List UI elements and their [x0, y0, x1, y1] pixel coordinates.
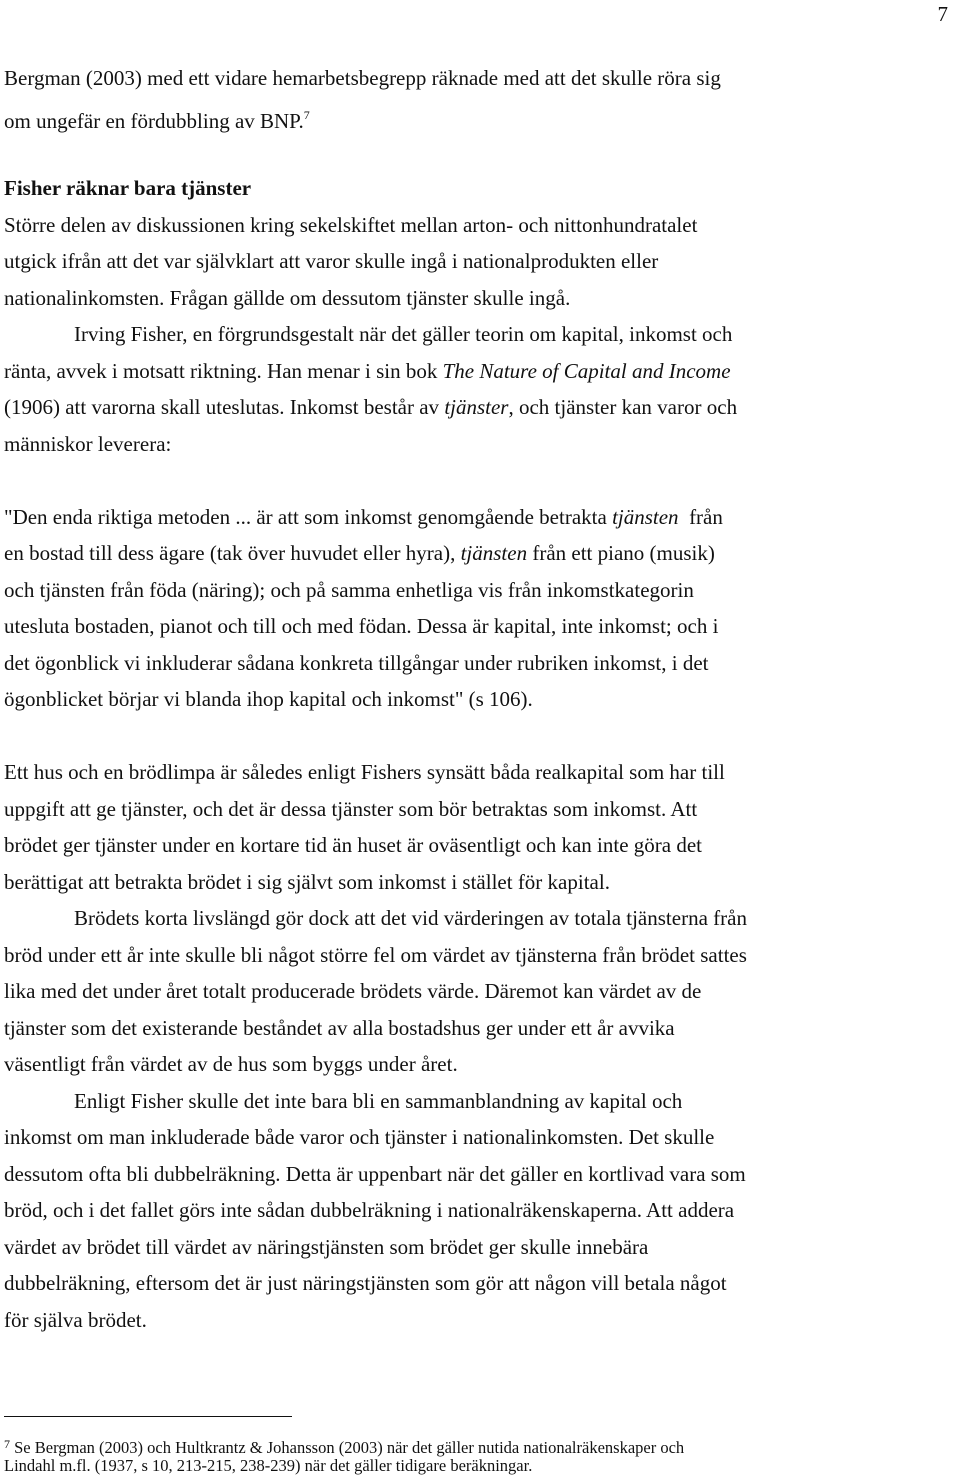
quote-line: ögonblicket börjar vi blanda ihop kapital och inkomst" (s 106).	[4, 687, 533, 711]
section-heading: Fisher räknar bara tjänster	[4, 176, 252, 200]
paragraph-line: för själva brödet.	[4, 1308, 147, 1332]
footnote-marker: 7	[4, 1437, 10, 1451]
paragraph-line: Irving Fisher, en förgrundsgestalt när det gäller teorin om kapital, inkomst och	[74, 322, 733, 346]
quote-line: det ögonblick vi inkluderar sådana konkreta tillgångar under rubriken inkomst, i det	[4, 651, 709, 675]
paragraph-line: tjänster som det existerande beståndet av alla bostadshus ger under ett år avvika	[4, 1016, 675, 1040]
paragraph-line: Enligt Fisher skulle det inte bara bli en sammanblandning av kapital och	[74, 1089, 683, 1113]
paragraph-line: utgick ifrån att det var självklart att varor skulle ingå i nationalprodukten eller	[4, 249, 659, 273]
footnote-line: $^7$ Se Bergman (2003) och Hultkrantz & Johansson (2003) när det gäller nutida nationalräkenskaper och	[4, 1437, 685, 1457]
paragraph-line: Ett hus och en brödlimpa är således enligt Fishers synsätt båda realkapital som har till	[4, 760, 725, 784]
paragraph-line: Bergman (2003) med ett vidare hemarbetsbegrepp räknade med att det skulle röra sig	[4, 66, 721, 90]
paragraph-line: (1906) att varorna skall uteslutas. Inkomst består av tjänster, och tjänster kan varor och	[4, 395, 738, 419]
paragraph-line: lika med det under året totalt producerade brödets värde. Däremot kan värdet av de	[4, 979, 702, 1003]
paragraph-line: ränta, avvek i motsatt riktning. Han menar i sin bok The Nature of Capital and Income	[4, 359, 731, 383]
paragraph-line: Brödets korta livslängd gör dock att det vid värderingen av totala tjänsterna från	[74, 906, 747, 930]
quote-line: och tjänsten från föda (näring); och på samma enhetliga vis från inkomstkategorin	[4, 578, 694, 602]
quote-line: en bostad till dess ägare (tak över huvudet eller hyra), tjänsten från ett piano (musik)	[4, 541, 715, 565]
footnote-divider	[4, 1416, 292, 1417]
paragraph-line: dubbelräkning, eftersom det är just näringstjänsten som gör att någon vill betala något	[4, 1271, 727, 1295]
paragraph-line: dessutom ofta bli dubbelräkning. Detta är uppenbart när det gäller en kortlivad vara som	[4, 1162, 746, 1186]
paragraph-line: uppgift att ge tjänster, och det är dessa tjänster som bör betraktas som inkomst. Att	[4, 797, 698, 821]
paragraph-line: människor leverera:	[4, 432, 172, 456]
paragraph-line: om ungefär en fördubbling av BNP.$^7$	[4, 108, 310, 133]
book-title: The Nature of Capital and Income	[442, 359, 731, 383]
paragraph-line: nationalinkomsten. Frågan gällde om dessutom tjänster skulle ingå.	[4, 286, 571, 310]
paragraph-line: bröd under ett år inte skulle bli något större fel om värdet av tjänsterna från brödet sattes	[4, 943, 747, 967]
quote-line: utesluta bostaden, pianot och till och med födan. Dessa är kapital, inte inkomst; och i	[4, 614, 719, 638]
page-number: 7	[937, 2, 948, 26]
paragraph-line: berättigat att betrakta brödet i sig självt som inkomst i stället för kapital.	[4, 870, 610, 894]
paragraph-line: Större delen av diskussionen kring sekelskiftet mellan arton- och nittonhundratalet	[4, 213, 698, 237]
paragraph-line: väsentligt från värdet av de hus som byggs under året.	[4, 1052, 458, 1076]
paragraph-line: bröd, och i det fallet görs inte sådan dubbelräkning i nationalräkenskaperna. Att addera	[4, 1198, 735, 1222]
paragraph-line: brödet ger tjänster under en kortare tid än huset är oväsentligt och kan inte göra det	[4, 833, 703, 857]
quote-line: "Den enda riktiga metoden ... är att som inkomst genomgående betrakta tjänsten från	[4, 505, 723, 529]
footnote-line: Lindahl m.fl. (1937, s 10, 213-215, 238-239) när det gäller tidigare beräkningar.	[4, 1456, 533, 1475]
footnote-ref: 7	[303, 108, 310, 122]
paragraph-line: inkomst om man inkluderade både varor och tjänster i nationalinkomsten. Det skulle	[4, 1125, 715, 1149]
paragraph-line: värdet av brödet till värdet av näringstjänsten som brödet ger skulle innebära	[4, 1235, 649, 1259]
